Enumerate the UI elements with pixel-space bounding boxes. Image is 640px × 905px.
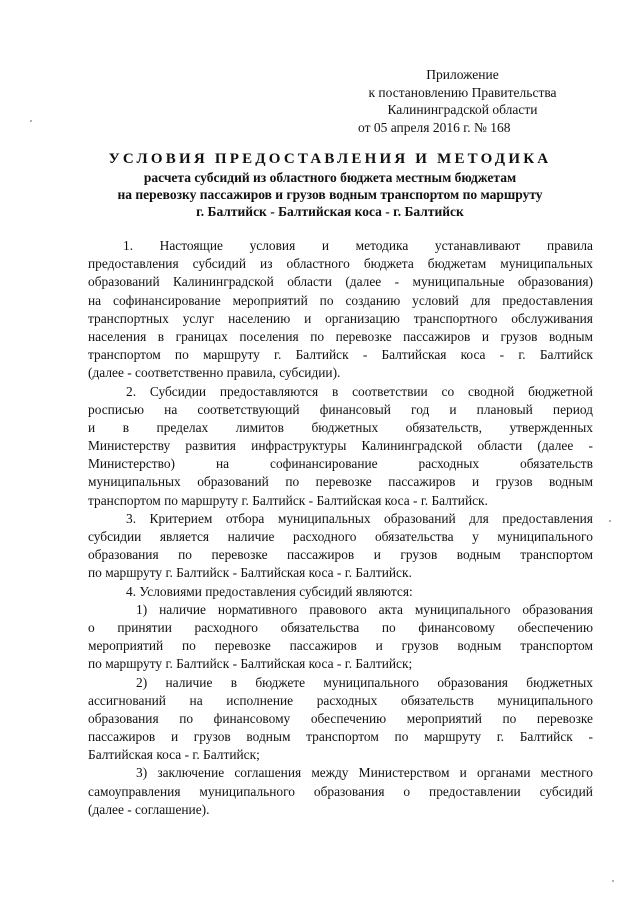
body-line: муниципальных образований по перевозке пассажиров и грузов водным [88, 474, 593, 490]
body-line: росписью на соответствующий финансовый год и плановый период [88, 401, 593, 417]
body-line: Министерство) на софинансирование расходных обязательств [88, 456, 593, 472]
appendix-title: Приложение [426, 67, 499, 82]
appendix-decree-line: к постановлению Правительства [368, 84, 557, 100]
appendix-header [355, 66, 570, 136]
body-line: 3) заключение соглашения между Министерством и органами местного [136, 765, 593, 781]
body-line: ассигнований на исполнение расходных обязательств муниципального [88, 692, 593, 708]
body-line: пассажиров и грузов водным транспортом по маршруту г. Балтийск - [88, 729, 593, 745]
scan-speck [612, 880, 614, 882]
body-line: на софинансирование мероприятий по созданию условий для предоставления [88, 292, 593, 308]
title-sub-line-2: на перевозку пассажиров и грузов водным транспортом по маршруту [117, 187, 543, 202]
body-line: транспортом по маршруту г. Балтийск - Балтийская коса - г. Балтийск [88, 347, 593, 363]
document-body [88, 237, 593, 819]
body-line: образования по перевозке пассажиров и грузов водным транспортом [88, 547, 593, 563]
body-line: и в пределах лимитов бюджетных обязательств, утвержденных [88, 419, 593, 435]
body-line: 4. Условиями предоставления субсидий являются: [126, 583, 413, 599]
body-line: населения в границах поселения по перевозке пассажиров и грузов водным [88, 328, 593, 344]
body-line: по маршруту г. Балтийск - Балтийская коса - г. Балтийск. [88, 565, 412, 581]
body-line: субсидии является наличие расходного обязательства у муниципального [88, 529, 593, 544]
body-line: образований Калининградской области (далее - муниципальные образования) [88, 274, 593, 290]
body-line: мероприятий по перевозке пассажиров и грузов водным транспортом [88, 638, 593, 654]
body-line: 2) наличие в бюджете муниципального образования бюджетных [136, 674, 593, 690]
body-line: самоуправления муниципального образования о предоставлении субсидий [88, 783, 593, 799]
body-line: Министерству развития инфраструктуры Калининградской области (далее - [88, 438, 593, 454]
document-title [70, 150, 590, 220]
appendix-date-line: от 05 апреля 2016 г. № 168 [358, 119, 511, 135]
title-main: УСЛОВИЯ ПРЕДОСТАВЛЕНИЯ И МЕТОДИКА [108, 151, 552, 167]
body-line: о принятии расходного обязательства по финансовому обеспечению [88, 619, 593, 635]
body-line: 2. Субсидии предоставляются в соответствии со сводной бюджетной [126, 383, 593, 399]
body-line: Балтийская коса - г. Балтийск; [88, 747, 260, 763]
body-line: образования по финансовому обеспечению мероприятий по перевозке [88, 710, 593, 726]
body-line: (далее - соответственно правила, субсидии). [88, 365, 341, 381]
appendix-region-line: Калининградской области [387, 102, 538, 117]
body-line: транспортных услуг населению и организацию транспортного обслуживания [88, 310, 593, 326]
scan-speck [30, 120, 32, 122]
body-line: 1) наличие нормативного правового акта муниципального образования [136, 601, 593, 617]
title-sub-line-1: расчета субсидий из областного бюджета местным бюджетам [143, 170, 517, 185]
body-line: 1. Настоящие условия и методика устанавливают правила [123, 238, 593, 253]
body-line: по маршруту г. Балтийск - Балтийская коса - г. Балтийск; [88, 656, 413, 672]
body-line: 3. Критерием отбора муниципальных образований для предоставления [126, 510, 593, 526]
scan-speck [609, 520, 611, 522]
body-line: предоставления субсидий из областного бюджета бюджетам муниципальных [88, 256, 593, 272]
body-line: (далее - соглашение). [88, 801, 210, 817]
body-line: транспортом по маршруту г. Балтийск - Балтийская коса - г. Балтийск. [88, 492, 488, 508]
title-sub-line-3: г. Балтийск - Балтийская коса - г. Балтийск [196, 204, 464, 219]
